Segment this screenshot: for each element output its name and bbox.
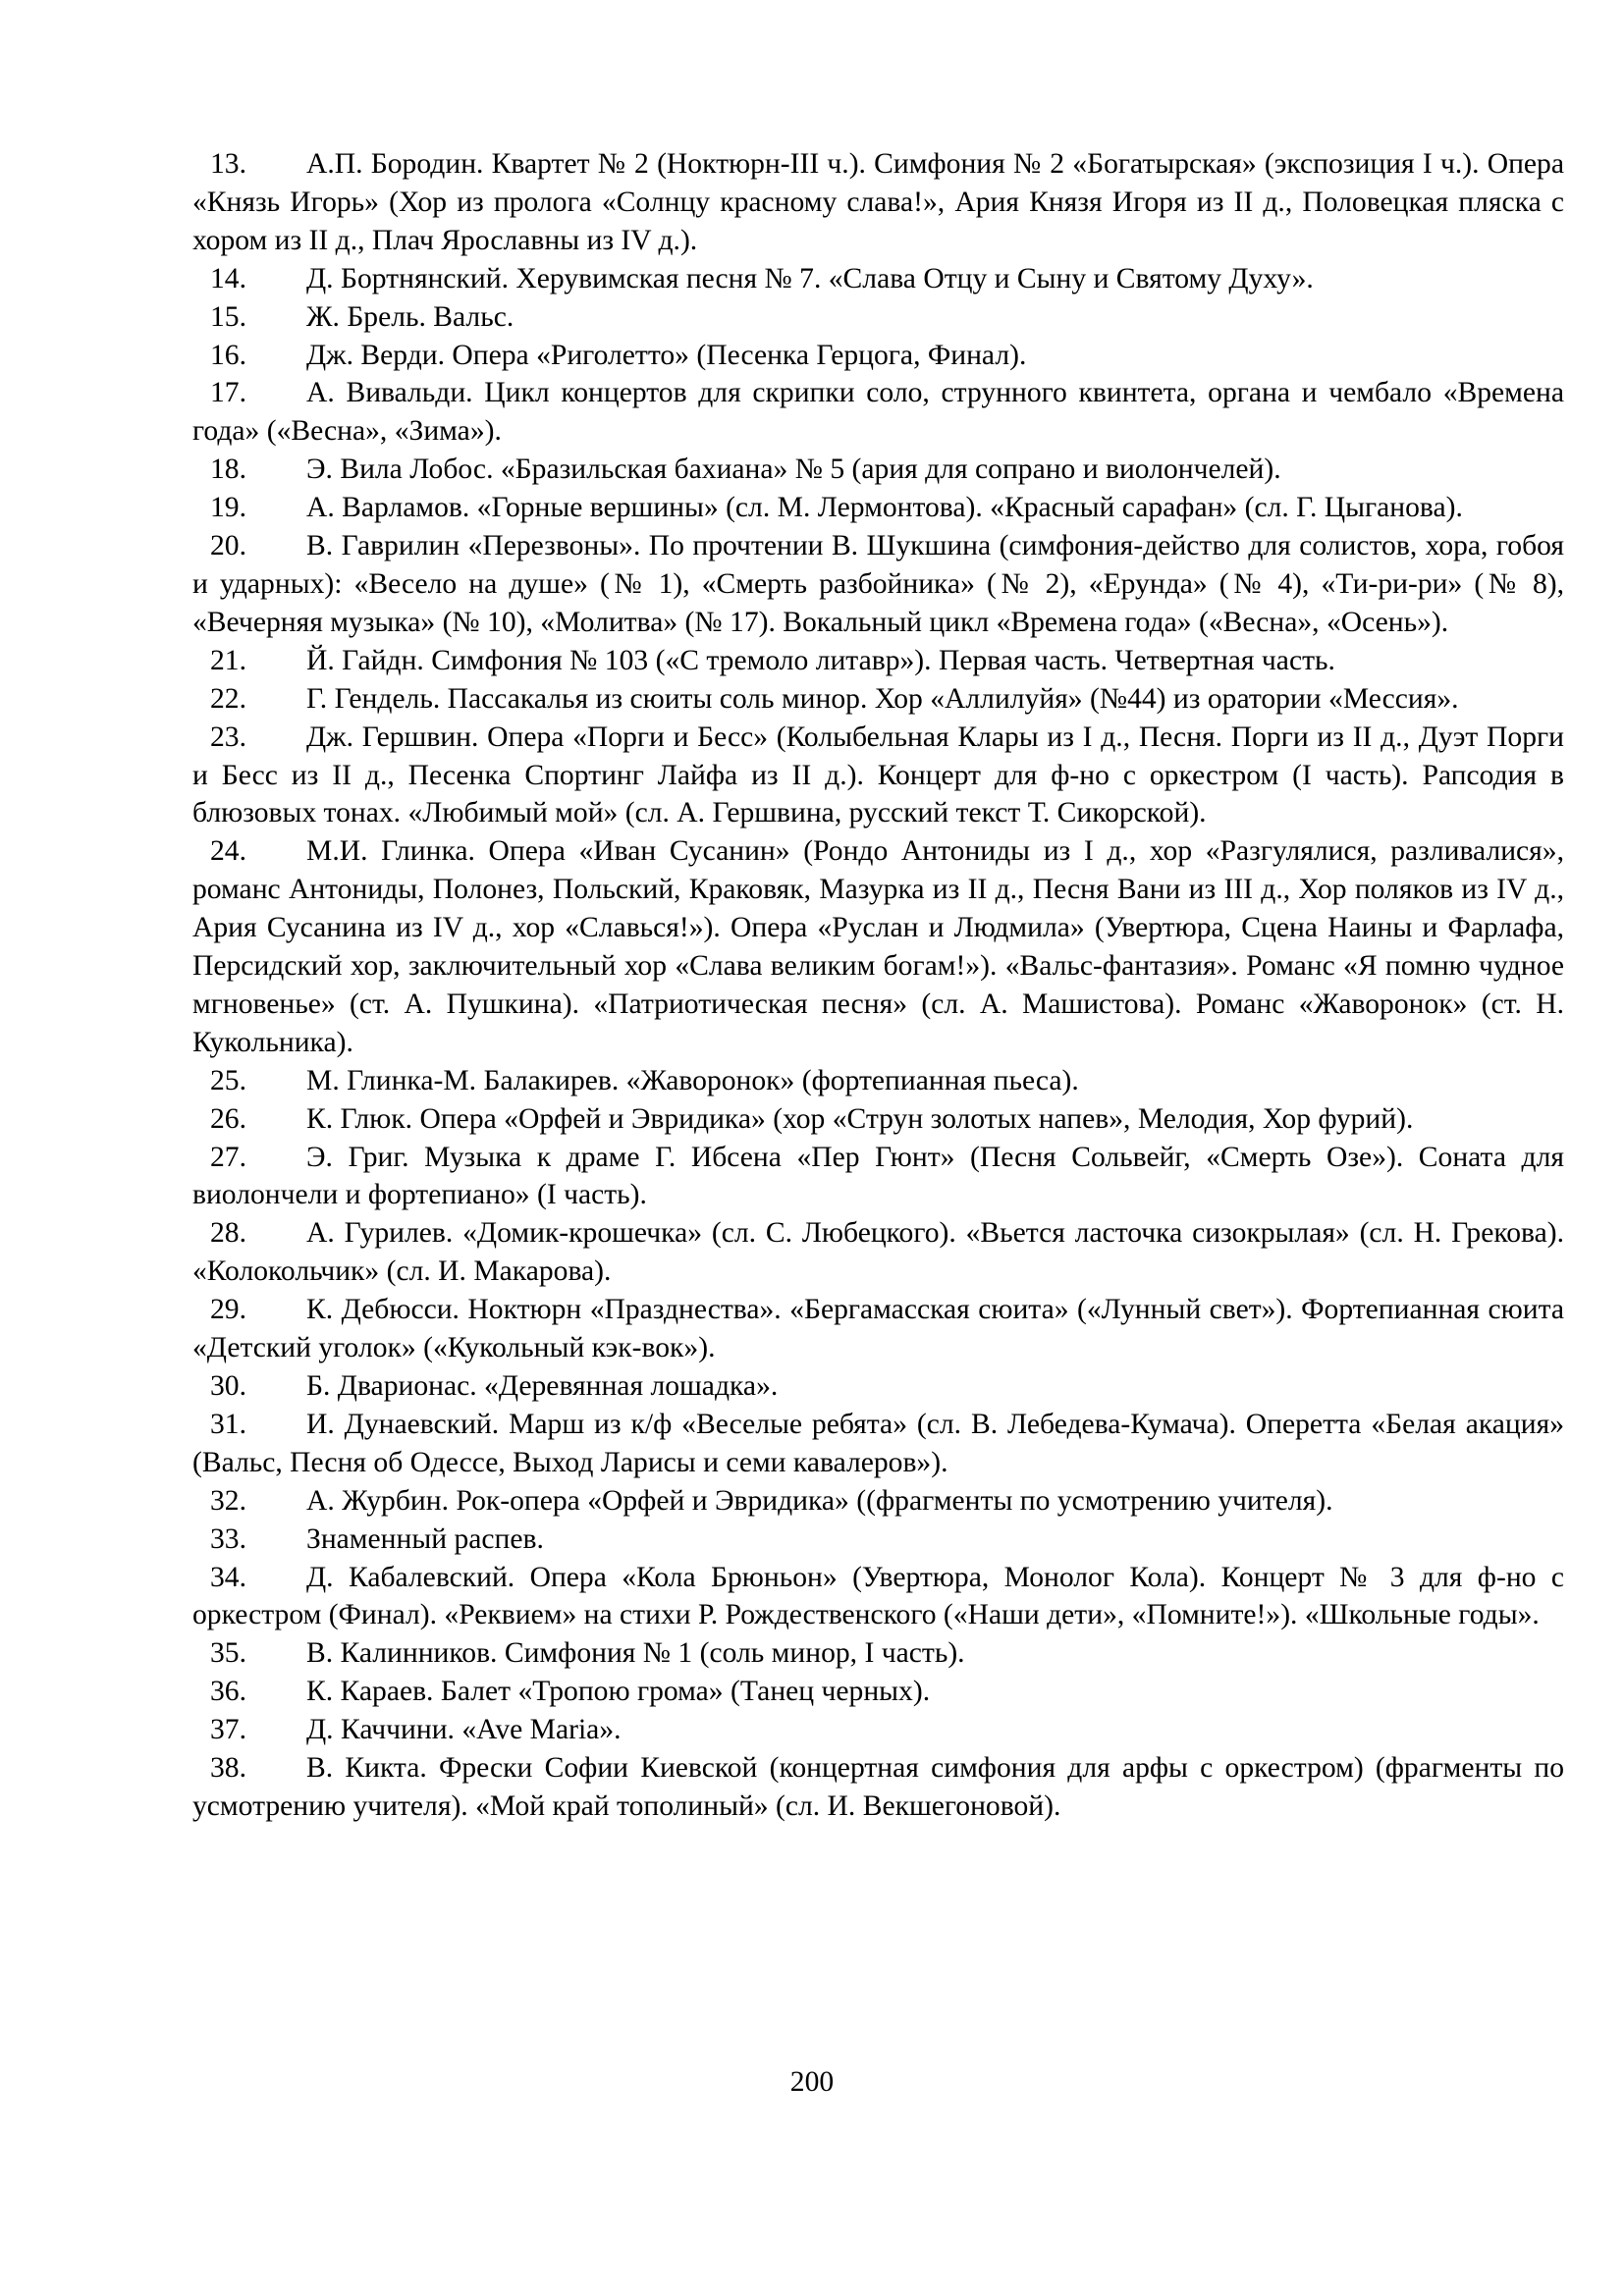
item-text: Б. Дварионас. «Деревянная лошадка».: [306, 1370, 779, 1402]
item-text: К. Караев. Балет «Тропою грома» (Танец черных).: [306, 1676, 931, 1708]
item-text: Дж. Гершвин. Опера «Порги и Бесс» (Колыбельная Клары из I д., Песня. Порги из II д., Дуэт Порги и Бесс из II д., Песенка Спортинг Лайфа из II д.). Концерт для ф-но с оркестром (I часть). Рапсодия в блюзовых тонах. «Любимый мой» (сл. А. Гершвина, русский текст Т. Сикорской).: [192, 721, 1564, 829]
item-text: Э. Григ. Музыка к драме Г. Ибсена «Пер Гюнт» (Песня Сольвейг, «Смерть Озе»). Соната для виолончели и фортепиано» (I часть).: [192, 1141, 1564, 1211]
item-number: 17.: [210, 377, 246, 409]
list-item: [192, 260, 1564, 298]
item-number: 15.: [210, 300, 246, 333]
item-number: 18.: [210, 454, 246, 486]
list-item: [192, 1482, 1564, 1521]
list-item: [192, 680, 1564, 719]
list-item: [192, 1673, 1564, 1711]
item-text: В. Кикта. Фрески Софии Киевской (концертная симфония для арфы с оркестром) (фрагменты по усмотрению учителя). «Мой край тополиный» (сл. И. Векшегоновой).: [192, 1752, 1564, 1822]
item-number: 29.: [210, 1294, 246, 1326]
item-number: 22.: [210, 682, 246, 715]
item-text: А. Варламов. «Горные вершины» (сл. М. Лермонтова). «Красный сарафан» (сл. Г. Цыганова).: [306, 492, 1463, 524]
list-item: [192, 1711, 1564, 1749]
item-text: К. Дебюсси. Ноктюрн «Празднества». «Бергамасская сюита» («Лунный свет»). Фортепианная сюита «Детский уголок» («Кукольный кэк-вок»).: [192, 1294, 1564, 1364]
item-number: 19.: [210, 492, 246, 524]
item-number: 23.: [210, 721, 246, 753]
item-number: 30.: [210, 1370, 246, 1402]
item-text: Э. Вила Лобос. «Бразильская бахиана» № 5 (ария для сопрано и виолончелей).: [306, 454, 1281, 486]
list-item: [192, 1406, 1564, 1482]
item-number: 21.: [210, 644, 246, 676]
item-text: Д. Каччини. «Ave Maria».: [306, 1714, 622, 1746]
item-text: Й. Гайдн. Симфония № 103 («С тремоло литавр»). Первая часть. Четвертная часть.: [306, 644, 1335, 676]
item-text: Ж. Брель. Вальс.: [306, 300, 514, 333]
item-number: 36.: [210, 1676, 246, 1708]
item-number: 37.: [210, 1714, 246, 1746]
list-item: [192, 1559, 1564, 1635]
item-number: 38.: [210, 1752, 246, 1785]
item-text: М. Глинка-М. Балакирев. «Жаворонок» (фортепианная пьеса).: [306, 1064, 1079, 1096]
item-number: 16.: [210, 339, 246, 371]
list-item: [192, 832, 1564, 1061]
item-text: Знаменный распев.: [306, 1522, 544, 1555]
list-item: [192, 145, 1564, 260]
item-text: А. Вивальди. Цикл концертов для скрипки соло, струнного квинтета, органа и чембало «Времена года» («Весна», «Зима»).: [192, 377, 1564, 448]
list-item: [192, 374, 1564, 451]
item-text: К. Глюк. Опера «Орфей и Эвридика» (хор «Струн золотых напев», Мелодия, Хор фурий).: [306, 1102, 1414, 1135]
item-number: 25.: [210, 1064, 246, 1096]
list-item: [192, 642, 1564, 680]
item-number: 33.: [210, 1522, 246, 1555]
item-number: 34.: [210, 1561, 246, 1593]
list-item: [192, 1139, 1564, 1215]
list-item: [192, 1291, 1564, 1367]
item-text: В. Калинников. Симфония № 1 (соль минор, I часть).: [306, 1637, 965, 1670]
item-text: Дж. Верди. Опера «Риголетто» (Песенка Герцога, Финал).: [306, 339, 1027, 371]
item-text: М.И. Глинка. Опера «Иван Сусанин» (Рондо Антониды из I д., хор «Разгулялися, разливалися», романс Антониды, Полонез, Польский, Краковяк, Мазурка из II д., Песня Вани из III д., Хор поляков из IV д., Ария Сусанина из IV д., хор «Славься!»). Опера «Руслан и Людмила» (Увертюра, Сцена Наины и Фарлафа, Персидский хор, заключительный хор «Слава великим богам!»). «Вальс-фантазия». Романс «Я помню чудное мгновенье» (ст. А. Пушкина). «Патриотическая песня» (сл. А. Машистова). Романс «Жаворонок» (ст. Н. Кукольника).: [192, 835, 1564, 1058]
item-text: Д. Кабалевский. Опера «Кола Брюньон» (Увертюра, Монолог Кола). Концерт № 3 для ф-но с оркестром (Финал). «Реквием» на стихи Р. Рождественского («Наши дети», «Помните!»). «Школьные годы».: [192, 1561, 1564, 1631]
item-text: В. Гаврилин «Перезвоны». По прочтении В. Шукшина (симфония-действо для солистов, хора, гобоя и ударных): «Весело на душе» (№ 1), «Смерть разбойника» (№ 2), «Ерунда» (№ 4), «Ти-ри-ри» (№ 8), «Вечерняя музыка» (№ 10), «Молитва» (№ 17). Вокальный цикл «Времена года» («Весна», «Осень»).: [192, 530, 1564, 638]
item-text: Д. Бортнянский. Херувимская песня № 7. «Слава Отцу и Сыну и Святому Духу».: [306, 262, 1314, 294]
item-number: 31.: [210, 1408, 246, 1440]
item-number: 13.: [210, 148, 246, 180]
item-text: А. Журбин. Рок-опера «Орфей и Эвридика» ((фрагменты по усмотрению учителя).: [306, 1484, 1333, 1517]
document-body: [192, 145, 1564, 1826]
list-item: [192, 337, 1564, 375]
page-number: 200: [789, 2066, 835, 2098]
list-item: [192, 719, 1564, 833]
list-item: [192, 298, 1564, 337]
item-text: А.П. Бородин. Квартет № 2 (Ноктюрн-III ч.). Симфония № 2 «Богатырская» (экспозиция I ч.). Опера «Князь Игорь» (Хор из пролога «Солнцу красному слава!», Ария Князя Игоря из II д., Половецкая пляска с хором из II д., Плач Ярославны из IV д.).: [192, 148, 1564, 256]
list-item: [192, 1749, 1564, 1826]
list-item: [192, 489, 1564, 527]
item-number: 35.: [210, 1637, 246, 1670]
item-number: 24.: [210, 835, 246, 868]
item-number: 20.: [210, 530, 246, 562]
list-item: [192, 1634, 1564, 1673]
item-number: 14.: [210, 262, 246, 294]
item-number: 32.: [210, 1484, 246, 1517]
list-item: [192, 1062, 1564, 1100]
item-number: 27.: [210, 1141, 246, 1173]
list-item: [192, 1100, 1564, 1139]
item-text: И. Дунаевский. Марш из к/ф «Веселые ребята» (сл. В. Лебедева-Кумача). Оперетта «Белая акация» (Вальс, Песня об Одессе, Выход Ларисы и семи кавалеров»).: [192, 1408, 1564, 1478]
item-number: 26.: [210, 1102, 246, 1135]
item-text: А. Гурилев. «Домик-крошечка» (сл. С. Любецкого). «Вьется ласточка сизокрылая» (сл. Н. Грекова). «Колокольчик» (сл. И. Макарова).: [192, 1217, 1564, 1288]
item-number: 28.: [210, 1217, 246, 1250]
list-item: [192, 1521, 1564, 1559]
list-item: [192, 451, 1564, 489]
list-item: [192, 527, 1564, 642]
list-item: [192, 1367, 1564, 1406]
list-item: [192, 1214, 1564, 1291]
item-text: Г. Гендель. Пассакалья из сюиты соль минор. Хор «Аллилуйя» (№44) из оратории «Мессия».: [306, 682, 1459, 715]
